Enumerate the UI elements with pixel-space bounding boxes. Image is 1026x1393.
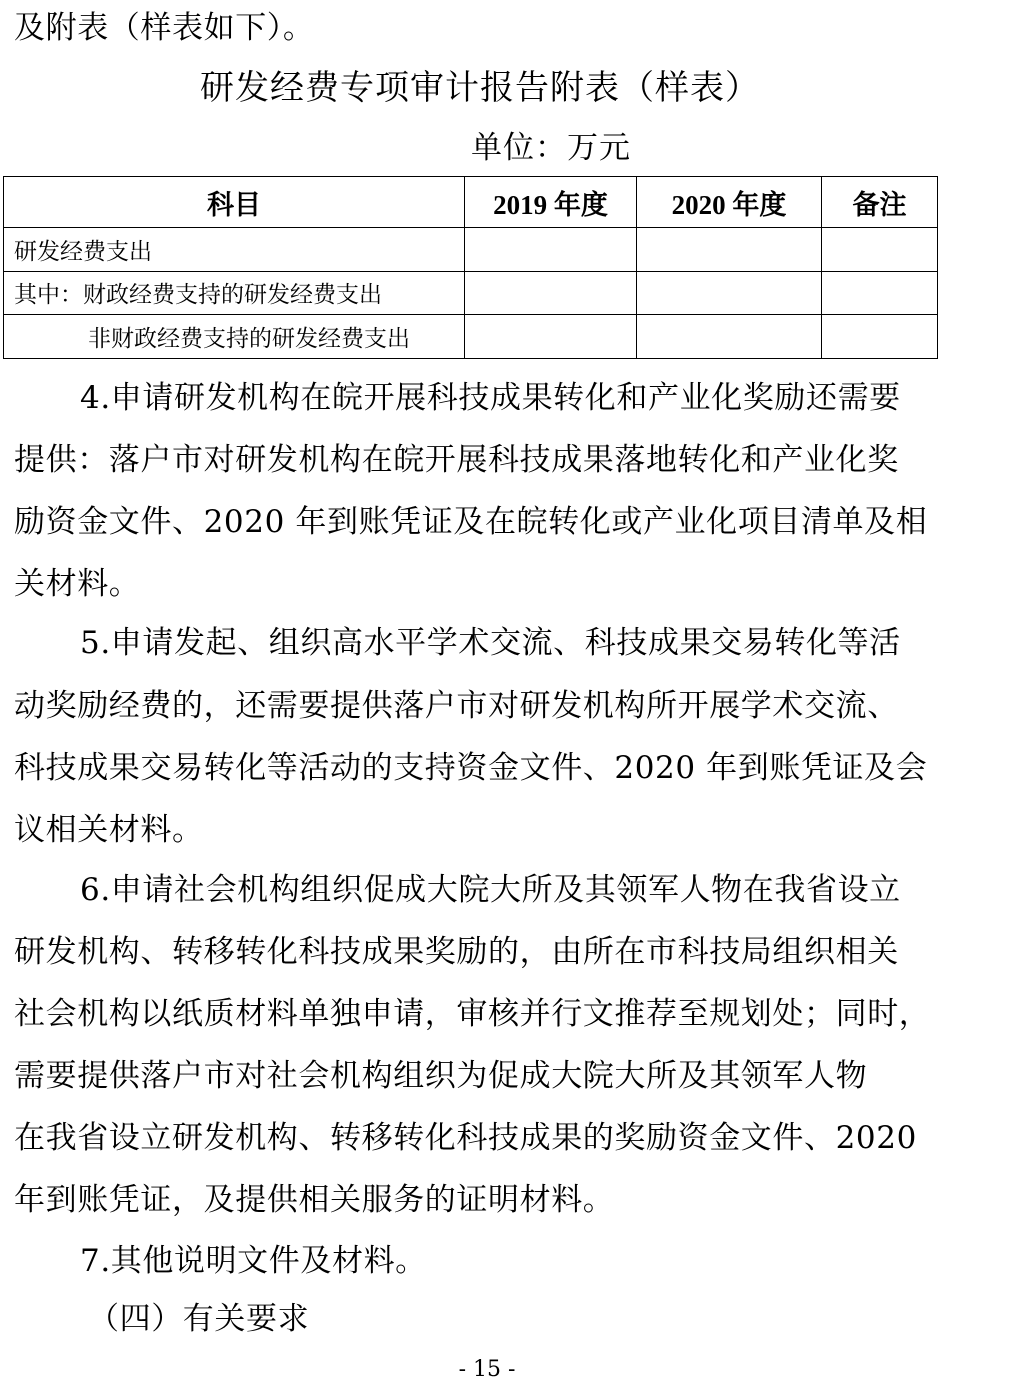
header-note: 备注	[822, 177, 938, 228]
row-2020-cell	[637, 228, 822, 272]
table-row	[4, 228, 938, 272]
paragraph-4-line: 关材料。	[14, 566, 141, 602]
row-2019-cell	[465, 315, 637, 359]
intro-line: 及附表（样表如下）。	[14, 10, 315, 46]
paragraph-4-line: 提供：落户市对研发机构在皖开展科技成果落地转化和产业化奖	[14, 442, 899, 478]
paragraph-7-line: 7.其他说明文件及材料。	[80, 1243, 427, 1279]
table-row	[4, 315, 938, 359]
table-header-row	[4, 177, 938, 228]
paragraph-5-line: 5.申请发起、组织高水平学术交流、科技成果交易转化等活	[80, 625, 901, 661]
paragraph-6-line: 在我省设立研发机构、转移转化科技成果的奖励资金文件、2020	[14, 1120, 917, 1156]
paragraph-4-line: 励资金文件、2020 年到账凭证及在皖转化或产业化项目清单及相	[14, 504, 928, 540]
row-subject: 研发经费支出	[4, 228, 465, 272]
paragraph-6-line: 6.申请社会机构组织促成大院大所及其领军人物在我省设立	[80, 872, 901, 908]
paragraph-5-line: 议相关材料。	[14, 812, 204, 848]
paragraph-5-line: 科技成果交易转化等活动的支持资金文件、2020 年到账凭证及会	[14, 750, 928, 786]
table-row	[4, 271, 938, 315]
table-title: 研发经费专项审计报告附表（样表）	[200, 68, 760, 108]
row-note-cell	[822, 271, 938, 315]
paragraph-6-line: 社会机构以纸质材料单独申请，审核并行文推荐至规划处；同时，	[14, 996, 931, 1032]
paragraph-6-line: 年到账凭证，及提供相关服务的证明材料。	[14, 1182, 615, 1218]
paragraph-5-line: 动奖励经费的，还需要提供落户市对研发机构所开展学术交流、	[14, 688, 899, 724]
section-heading: （四）有关要求	[88, 1301, 310, 1337]
header-2020: 2020 年度	[637, 177, 822, 228]
row-note-cell	[822, 228, 938, 272]
row-2019-cell	[465, 228, 637, 272]
paragraph-6-line: 需要提供落户市对社会机构组织为促成大院大所及其领军人物	[14, 1058, 868, 1094]
paragraph-6-line: 研发机构、转移转化科技成果奖励的，由所在市科技局组织相关	[14, 934, 899, 970]
audit-report-table	[3, 176, 938, 359]
row-2020-cell	[637, 315, 822, 359]
row-note-cell	[822, 315, 938, 359]
header-2019: 2019 年度	[465, 177, 637, 228]
row-subject: 非财政经费支持的研发经费支出	[4, 315, 465, 359]
row-2019-cell	[465, 271, 637, 315]
unit-label: 单位：万元	[471, 130, 631, 166]
paragraph-4-line: 4.申请研发机构在皖开展科技成果转化和产业化奖励还需要	[80, 380, 901, 416]
row-subject: 其中：财政经费支持的研发经费支出	[4, 271, 465, 315]
page-number: - 15 -	[458, 1357, 516, 1382]
row-2020-cell	[637, 271, 822, 315]
header-subject: 科目	[4, 177, 465, 228]
